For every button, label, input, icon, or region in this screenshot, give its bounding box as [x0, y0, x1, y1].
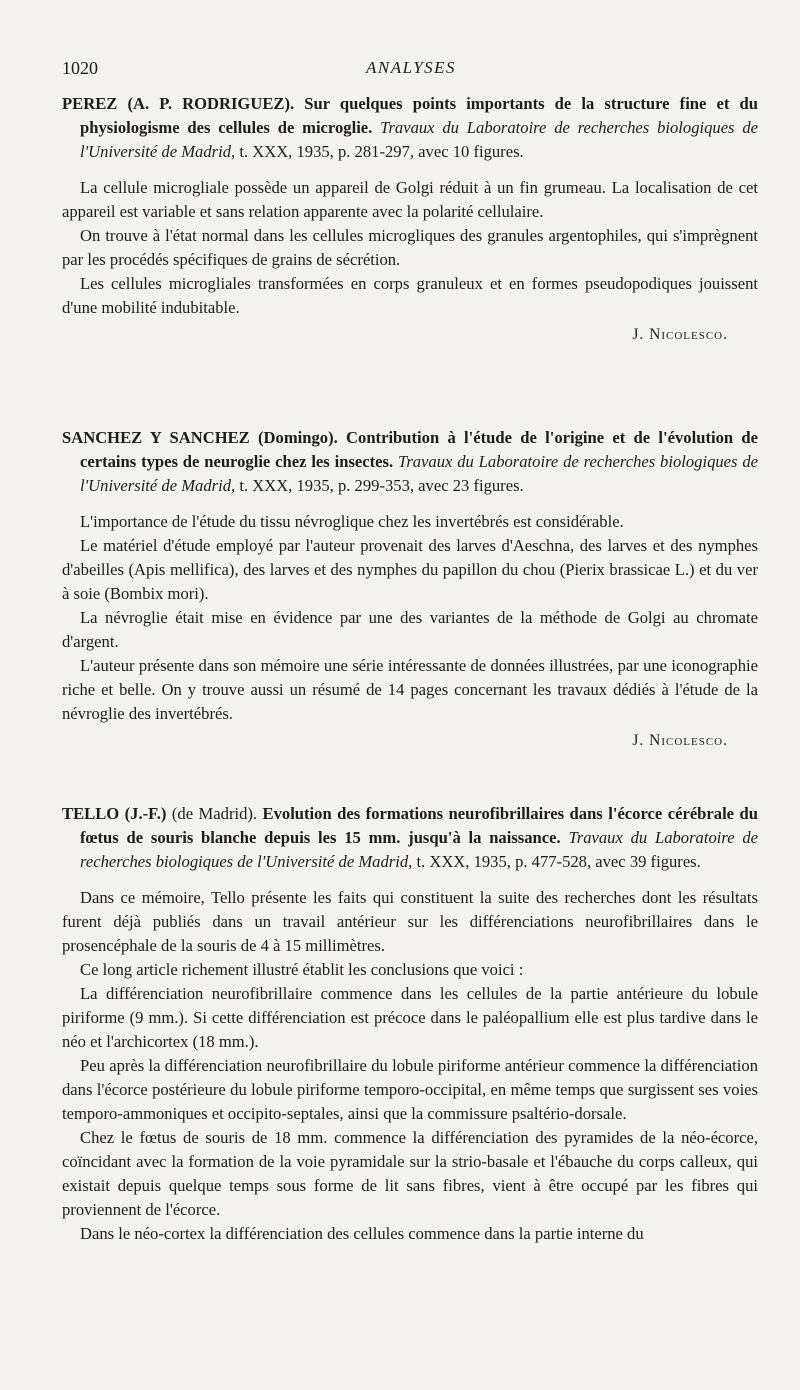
journal-name: Travaux du Laboratoire de recherches biologiques de l'Université de Madrid,	[80, 452, 759, 495]
paragraph: Chez le fœtus de souris de 18 mm. commence la différenciation des pyramides de la néo-écorce, coïncidant avec la formation de la voie pyramidale sur la strio-basale et l'ébauche du corps calleux, qui existait depuis quelque temps sous forme de lit sans fibres, vient à être occupé par les fibres qui proviennent de l'écorce.	[62, 1128, 758, 1219]
journal-name: Travaux du Laboratoire de recherches biologiques de l'Université de Madrid,	[80, 118, 758, 161]
authors: SANCHEZ Y SANCHEZ (Domingo).	[62, 428, 338, 447]
page-header	[62, 58, 760, 86]
publication-details: t. XXX, 1935, p. 299-353, avec 23 figures.	[239, 476, 524, 495]
publication-details: t. XXX, 1935, p. 281-297, avec 10 figures.	[239, 142, 524, 161]
review-body	[62, 176, 758, 320]
running-head: ANALYSES	[365, 58, 457, 77]
signature: J. Nicolesco.	[632, 326, 728, 343]
review-body	[62, 886, 758, 1246]
reference	[62, 426, 758, 498]
review-perez	[62, 92, 758, 344]
paragraph: La différenciation neurofibrillaire commence dans les cellules de la partie antérieure du lobule piriforme (9 mm.). Si cette différenciation est précoce dans le paléopallium elle est plus tardive dans le néo et l'archicortex (18 mm.).	[62, 984, 758, 1051]
reference	[62, 92, 758, 164]
review-body	[62, 510, 758, 726]
reference	[62, 802, 758, 874]
paragraph: Dans le néo-cortex la différenciation des cellules commence dans la partie interne du	[80, 1224, 644, 1243]
authors: TELLO (J.-F.)	[62, 804, 167, 823]
review-sanchez	[62, 426, 758, 750]
journal-name: Travaux du Laboratoire de recherches biologiques de l'Université de Madrid,	[80, 828, 758, 871]
paragraph: Peu après la différenciation neurofibrillaire du lobule piriforme antérieur commence la différenciation dans l'écorce postérieure du lobule piriforme temporo-occipital, en même temps que surgissent ses voies temporo-ammoniques et occipito-septales, ainsi que la commissure psaltério-dorsale.	[62, 1056, 758, 1123]
paragraph: L'importance de l'étude du tissu névroglique chez les invertébrés est considérable.	[80, 512, 624, 531]
authors: PEREZ (A. P. RODRIGUEZ).	[62, 94, 295, 113]
page-number: 1020	[62, 58, 98, 78]
author-origin: (de Madrid).	[171, 804, 258, 823]
article-title: Sur quelques points importants de la structure fine et du physiologisme des cellules de microglie.	[80, 94, 758, 137]
paragraph: L'auteur présente dans son mémoire une série intéressante de données illustrées, par une iconographie riche et belle. On y trouve aussi un résumé de 14 pages concernant les travaux dédiés à l'étude de la névroglie des invertébrés.	[62, 656, 758, 723]
paragraph: La cellule microgliale possède un appareil de Golgi réduit à un fin grumeau. La localisation de cet appareil est variable et sans relation apparente avec la polarité cellulaire.	[62, 178, 758, 221]
paragraph: Le matériel d'étude employé par l'auteur provenait des larves d'Aeschna, des larves et des nymphes d'abeilles (Apis mellifica), des larves et des nymphes du papillon du chou (Pierix brassicae L.) et du ver à soie (Bombix mori).	[62, 536, 758, 603]
review-tello	[62, 802, 758, 1246]
article-title: Contribution à l'étude de l'origine et de l'évolution de certains types de neuroglie chez les insectes.	[80, 428, 758, 471]
paragraph: Dans ce mémoire, Tello présente les faits qui constituent la suite des recherches dont les résultats furent déjà publiés dans un travail antérieur sur les différenciations neurofibrillaires dans le prosencéphale de la souris de 4 à 15 millimètres.	[62, 888, 758, 955]
publication-details: t. XXX, 1935, p. 477-528, avec 39 figures.	[416, 852, 701, 871]
paragraph: Les cellules microgliales transformées en corps granuleux et en formes pseudopodiques jouissent d'une mobilité indubitable.	[62, 274, 758, 317]
paragraph: On trouve à l'état normal dans les cellules microgliques des granules argentophiles, qui s'imprègnent par les procédés spécifiques de grains de sécrétion.	[62, 226, 758, 269]
paragraph: Ce long article richement illustré établit les conclusions que voici :	[80, 960, 524, 979]
paragraph: La névroglie était mise en évidence par une des variantes de la méthode de Golgi au chromate d'argent.	[62, 608, 758, 651]
article-title: Evolution des formations neurofibrillaires dans l'écorce cérébrale du fœtus de souris blanche depuis les 15 mm. jusqu'à la naissance.	[80, 804, 758, 847]
signature: J. Nicolesco.	[632, 732, 728, 749]
